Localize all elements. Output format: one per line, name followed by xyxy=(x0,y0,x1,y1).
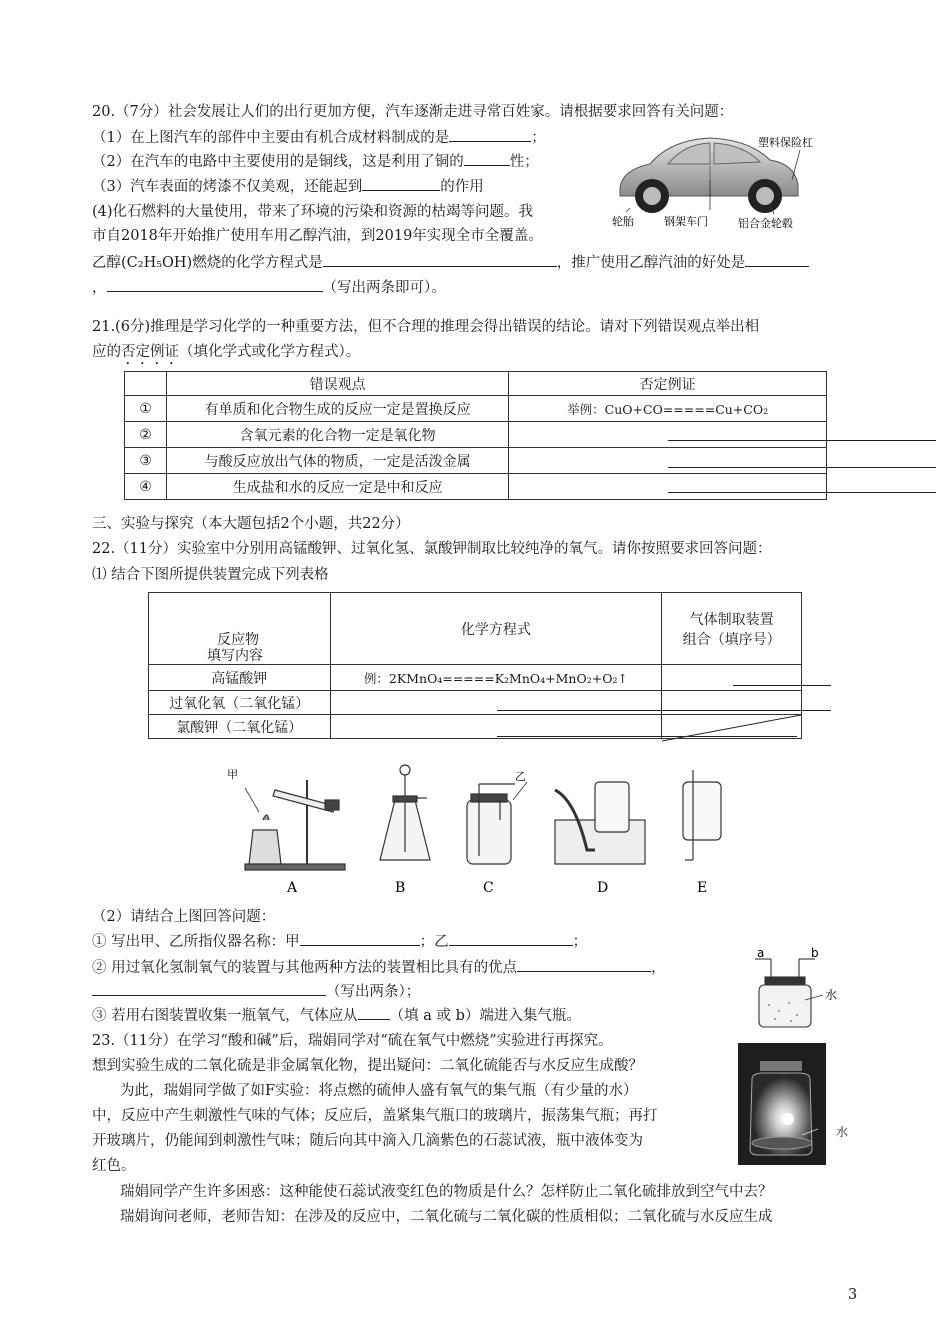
label-A: A xyxy=(287,880,298,896)
label-B: B xyxy=(395,880,406,896)
car-illustration xyxy=(610,130,850,235)
diagonal-strike xyxy=(662,714,802,742)
answer-blank[interactable] xyxy=(107,277,323,292)
label-a: a xyxy=(757,946,765,960)
q20-p4c: 乙醇(C₂H₅OH)燃烧的化学方程式是 ，推广使用乙醇汽油的好处是 xyxy=(92,251,809,272)
page-number: 3 xyxy=(848,1287,858,1303)
q21-intro: 21.(6分)推理是学习化学的一种重要方法，但不合理的推理会得出错误的结论。请对下列错误观点举出相 xyxy=(92,319,760,335)
q22-q2b: （写出两条）； xyxy=(92,980,420,1001)
q22-q3: ③ 若用右图装置收集一瓶氧气，气体应从 （填 a 或 b）端进入集气瓶。 xyxy=(92,1004,581,1025)
label-D: D xyxy=(597,880,609,896)
answer-blank[interactable] xyxy=(449,127,531,142)
table-row: ① 有单质和化合物生成的反应一定是置换反应 举例：CuO+CO=====Cu+CO₂ xyxy=(125,396,827,422)
label-C: C xyxy=(483,880,494,896)
answer-cell[interactable] xyxy=(662,665,802,691)
answer-blank[interactable] xyxy=(464,151,510,166)
q22-q2a: ② 用过氧化氢制氧气的装置与其他两种方法的装置相比具有的优点 ， xyxy=(92,956,666,977)
q20-p3: （3）汽车表面的烤漆不仅美观，还能起到 的作用 xyxy=(92,175,484,196)
gas-bottle xyxy=(467,800,511,864)
label-yi: 乙 xyxy=(515,770,526,783)
answer-line xyxy=(497,710,831,711)
q21-line2: 应的否定例证（填化学式或化学方程式）。 xyxy=(92,344,361,360)
answer-blank[interactable] xyxy=(449,931,573,946)
answer-blank[interactable] xyxy=(300,931,420,946)
q22-intro: 22.（11分）实验室中分别用高锰酸钾、过氧化氢、氯酸钾制取比较纯净的氧气。请你按照要求回答问题： xyxy=(92,541,772,557)
label-bumper: 塑料保险杠 xyxy=(758,136,813,149)
q23-line1: 23.（11分）在学习“酸和碱”后，瑞娟同学对“硫在氧气中燃烧”实验进行再探究。 xyxy=(92,1033,613,1049)
answer-cell[interactable] xyxy=(330,715,662,739)
answer-line xyxy=(733,685,831,686)
answer-blank[interactable] xyxy=(358,1005,390,1020)
header-equation: 化学方程式 xyxy=(330,593,662,665)
q23-line8: 瑞娟询问老师，老师告知：在涉及的反应中，二氧化硫与二氧化碳的性质相似；二氧化硫与水反应生成 xyxy=(120,1209,773,1225)
q20-p4a: (4)化石燃料的大量使用，带来了环境的污染和资源的枯竭等问题。我 xyxy=(92,204,534,220)
q22-part1: ⑴ 结合下图所提供装置完成下列表格 xyxy=(92,567,329,583)
q22-part2: （2）请结合上图回答问题： xyxy=(92,909,276,925)
q20-p4b: 市自2018年开始推广使用车用乙醇汽油，到2019年实现全市全覆盖。 xyxy=(92,228,543,244)
answer-cell[interactable] xyxy=(509,474,827,500)
stand-base xyxy=(245,864,345,870)
q21-table xyxy=(124,371,827,500)
q22-q1: ① 写出甲、乙所指仪器名称：甲 ；乙 ； xyxy=(92,930,587,951)
q20-p1: （1）在上图汽车的部件中主要由有机合成材料制成的是 ； xyxy=(92,126,546,147)
q20-p4d: ， （写出两条即可）。 xyxy=(92,276,446,297)
label-jia: 甲 xyxy=(227,768,238,781)
q23-line5: 开玻璃片，仍能闻到刺激性气味；随后向其中滴入几滴紫色的石蕊试液，瓶中液体变为 xyxy=(92,1133,643,1149)
label-b: b xyxy=(811,946,819,960)
section-3-title: 三、实验与探究（本大题包括2个小题，共22分） xyxy=(92,516,410,532)
header-apparatus: 气体制取装置 组合（填序号） xyxy=(662,593,802,665)
label-wheel: 铝合金轮毂 xyxy=(738,217,793,230)
answer-blank[interactable] xyxy=(517,957,651,972)
table-row: ④ 生成盐和水的反应一定是中和反应 xyxy=(125,474,827,500)
inverted-bottle xyxy=(683,782,721,840)
label-door: 钢架车门 xyxy=(664,215,708,228)
header-example: 否定例证 xyxy=(509,372,827,396)
answer-blank[interactable] xyxy=(362,176,440,191)
q23-line3: 为此，瑞娟同学做了如F实验：将点燃的硫伸人盛有氧气的集气瓶（有少量的水） xyxy=(120,1083,638,1099)
header-blank xyxy=(125,372,167,396)
answer-line xyxy=(668,440,936,441)
answer-blank[interactable] xyxy=(745,252,809,267)
burning-sulfur-photo xyxy=(738,1043,826,1165)
header-view: 错误观点 xyxy=(166,372,508,396)
table-row: 氯酸钾（二氧化锰） xyxy=(149,715,802,739)
table-row: ② 含氧元素的化合物一定是氧化物 xyxy=(125,422,827,448)
alcohol-lamp xyxy=(249,830,281,864)
corner-cell: 反应物 填写内容 xyxy=(149,593,331,665)
apparatus-figure xyxy=(215,760,735,900)
label-tire: 轮胎 xyxy=(612,215,634,228)
answer-blank[interactable] xyxy=(92,981,326,996)
q20-p2: （2）在汽车的电路中主要使用的是铜线，这是利用了铜的 性； xyxy=(92,150,539,171)
gas-collection-bottle xyxy=(745,945,845,1030)
table-row: 高锰酸钾 例：2KMnO₄=====K₂MnO₄+MnO₂+O₂↑ xyxy=(149,665,802,691)
table-row: ③ 与酸反应放出气体的物质，一定是活泼金属 xyxy=(125,448,827,474)
q23-line2: 想到实验生成的二氧化硫是非金属氧化物，提出疑问：二氧化硫能否与水反应生成酸？ xyxy=(92,1058,643,1074)
answer-line xyxy=(668,492,936,493)
answer-blank[interactable] xyxy=(323,252,557,267)
label-E: E xyxy=(697,880,708,896)
q23-line7: 瑞娟同学产生许多困惑：这种能使石蕊试液变红色的物质是什么？怎样防止二氧化硫排放到空气中去？ xyxy=(120,1184,773,1200)
photo-label-water: 水 xyxy=(836,1125,849,1139)
answer-line xyxy=(668,467,936,468)
answer-cell[interactable] xyxy=(509,422,827,448)
q20-intro: 20.（7分）社会发展让人们的出行更加方便，汽车逐渐走进寻常百姓家。请根据要求回答有关问题： xyxy=(92,104,734,120)
table-row: 过氧化氧（二氧化锰） xyxy=(149,691,802,715)
q23-line4: 中，反应中产生刺激性气味的气体；反应后，盖紧集气瓶口的玻璃片，振荡集气瓶；再打 xyxy=(92,1108,658,1124)
label-water: 水 xyxy=(825,988,838,1002)
answer-cell[interactable] xyxy=(509,448,827,474)
q23-line6: 红色。 xyxy=(92,1158,136,1174)
